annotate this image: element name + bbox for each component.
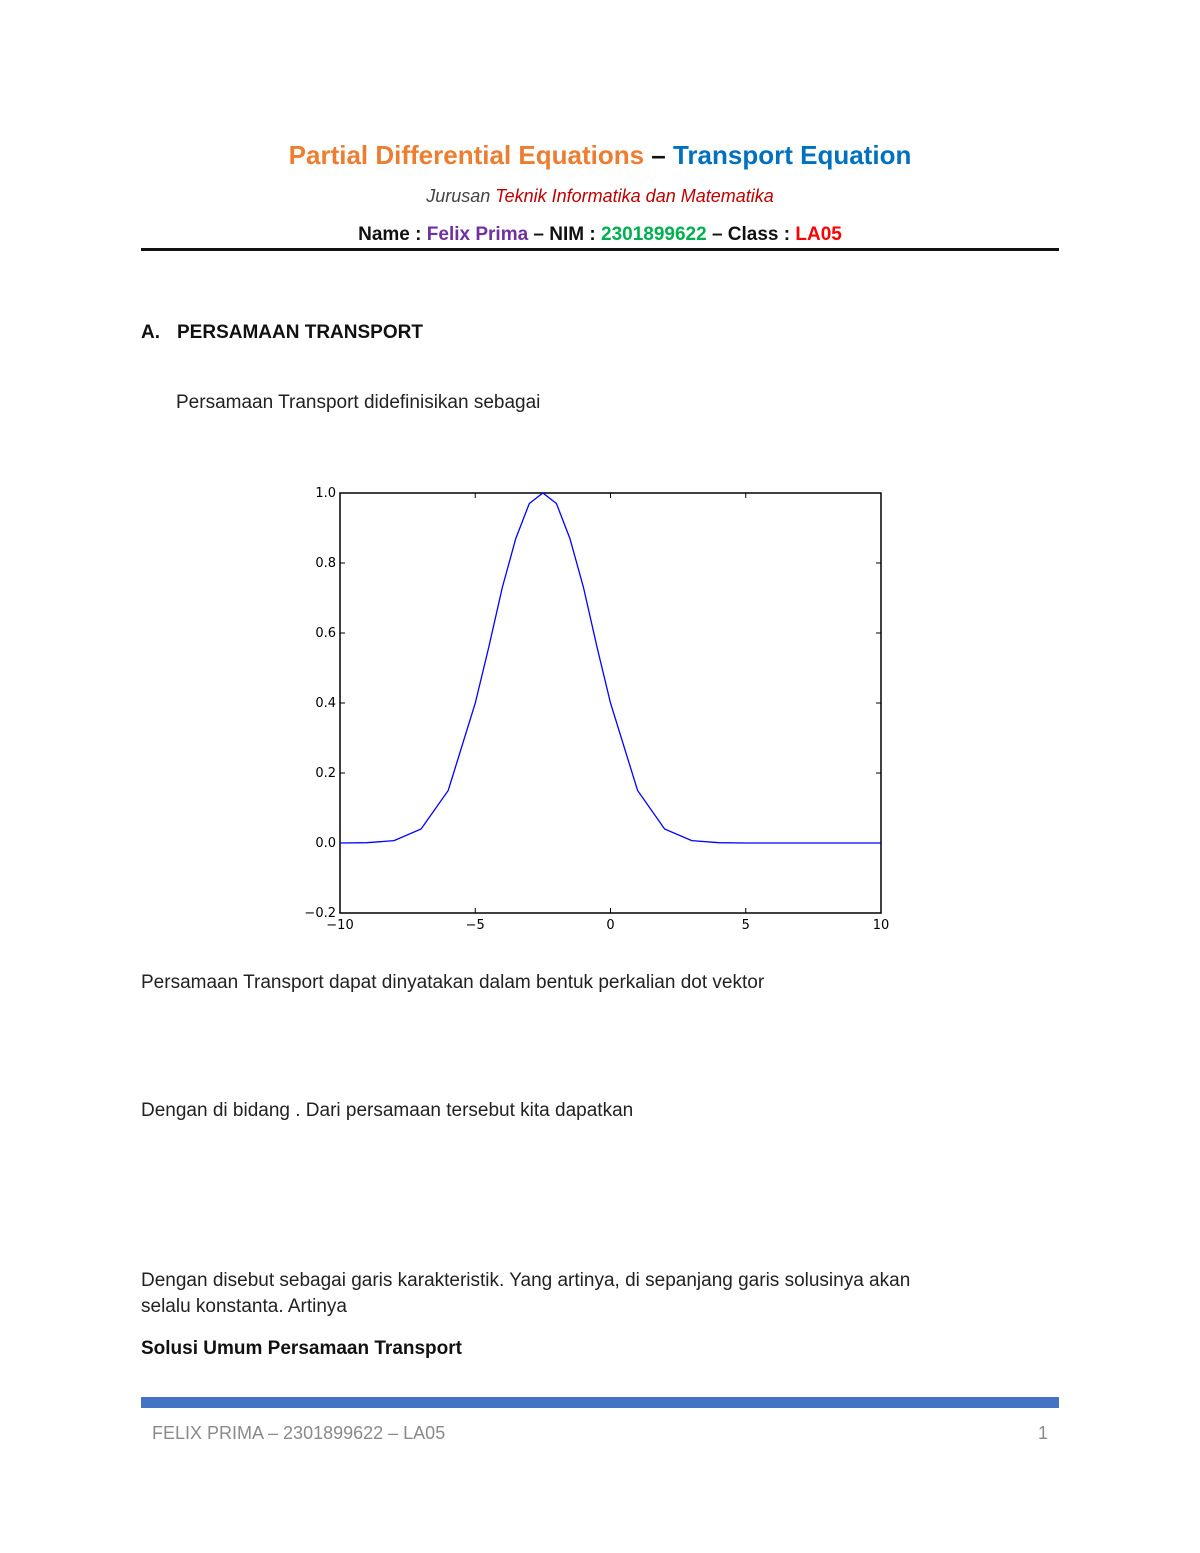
section-title: PERSAMAAN TRANSPORT — [177, 322, 423, 343]
y-tick-label: 0.2 — [315, 766, 336, 781]
x-tick-label: 10 — [872, 918, 890, 933]
document-title — [0, 140, 1200, 171]
section-number: A. — [141, 322, 160, 343]
student-id-line — [0, 224, 1200, 246]
paragraph-characteristic — [141, 1268, 1059, 1320]
x-tick-label: −5 — [465, 918, 485, 933]
document-subtitle — [0, 186, 1200, 207]
paragraph-definition: Persamaan Transport didefinisikan sebagai — [176, 392, 541, 413]
x-tick-label: −10 — [326, 918, 354, 933]
title-separator: – — [644, 140, 673, 170]
title-part-2: Transport Equation — [672, 140, 912, 170]
y-tick-label: 0.8 — [315, 556, 336, 571]
name-value: Felix Prima — [426, 224, 529, 245]
y-tick-label: −0.2 — [304, 906, 336, 921]
section-heading — [141, 322, 423, 344]
x-tick-label: 5 — [741, 918, 750, 933]
y-tick-label: 0.4 — [315, 696, 336, 711]
page-number: 1 — [1037, 1423, 1048, 1443]
paragraph-field: Dengan di bidang . Dari persamaan tersebut kita dapatkan — [141, 1100, 634, 1121]
nim-value: 2301899622 — [601, 224, 707, 245]
nim-label: – NIM : — [528, 224, 601, 245]
subtitle-department: Teknik Informatika dan Matematika — [495, 186, 774, 206]
x-tick-label: 0 — [606, 918, 615, 933]
series-curve — [340, 493, 881, 843]
header-divider — [141, 248, 1059, 251]
y-tick-label: 0.0 — [315, 836, 336, 851]
footer-bar — [141, 1397, 1059, 1408]
paragraph-dot-product: Persamaan Transport dapat dinyatakan dalam bentuk perkalian dot vektor — [141, 972, 765, 993]
class-label: – Class : — [706, 224, 796, 245]
footer-text: FELIX PRIMA – 2301899622 – LA05 — [152, 1423, 446, 1443]
gaussian-chart — [290, 480, 910, 940]
name-label: Name : — [358, 224, 427, 245]
chart-tick-labels — [304, 486, 889, 933]
subheading-general-solution: Solusi Umum Persamaan Transport — [141, 1338, 462, 1359]
subtitle-prefix: Jurusan — [426, 186, 496, 206]
title-part-1: Partial Differential Equations — [288, 140, 645, 170]
paragraph-characteristic-line-2: selalu konstanta. Artinya — [141, 1296, 347, 1317]
y-tick-label: 1.0 — [315, 486, 336, 501]
y-tick-label: 0.6 — [315, 626, 336, 641]
paragraph-characteristic-line-1: Dengan disebut sebagai garis karakteristik. Yang artinya, di sepanjang garis solusinya akan — [141, 1270, 911, 1291]
class-value: LA05 — [795, 224, 842, 245]
